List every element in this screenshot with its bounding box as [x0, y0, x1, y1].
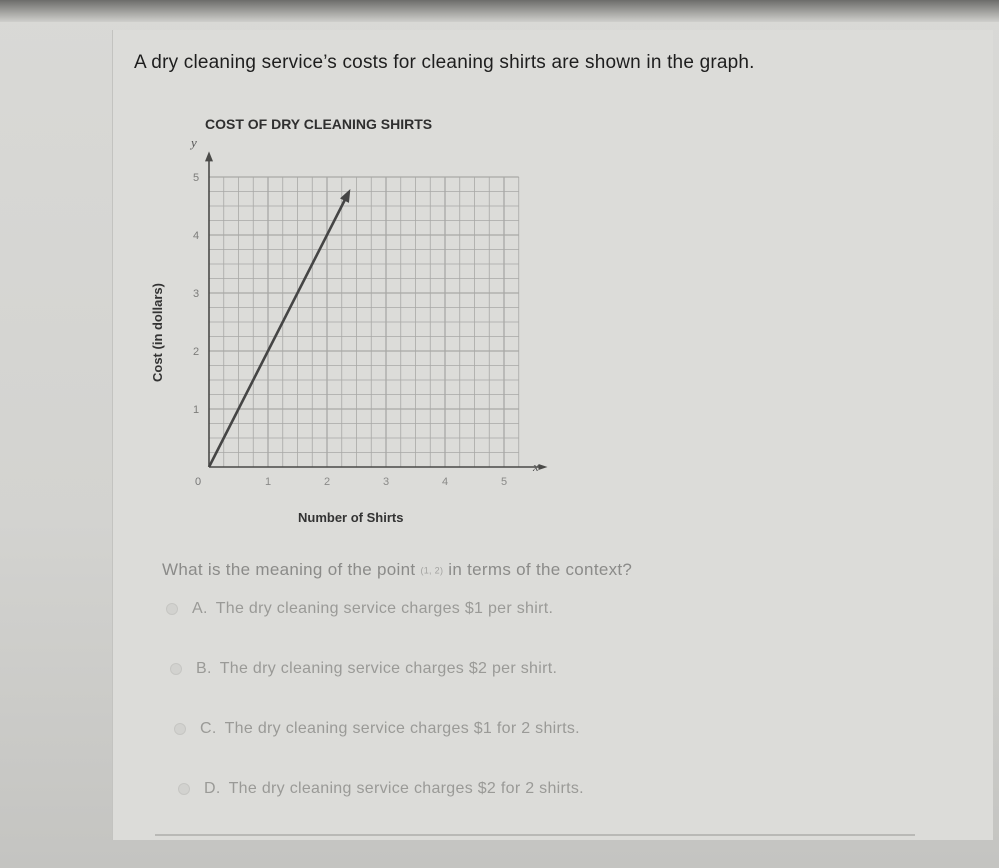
- y-tick-label: 4: [193, 230, 200, 242]
- x-tick-label: 3: [383, 476, 390, 488]
- x-axis-arrow: [539, 464, 548, 470]
- question-before: What is the meaning of the point: [162, 560, 421, 579]
- y-axis-arrow: [205, 151, 213, 161]
- origin-label: 0: [195, 476, 202, 488]
- question-point: (1, 2): [420, 565, 444, 576]
- option-d[interactable]: [178, 780, 584, 798]
- option-b-text: The dry cleaning service charges $2 per shirt.: [219, 660, 558, 677]
- chart-axes: [205, 151, 548, 470]
- option-b-letter: B.: [196, 660, 212, 677]
- question-text: [162, 560, 862, 580]
- x-axis-letter: x: [533, 459, 539, 474]
- x-tick-label: 1: [265, 476, 272, 488]
- radio-a[interactable]: [166, 603, 178, 615]
- option-b[interactable]: [170, 660, 557, 678]
- question-after: in terms of the context?: [443, 560, 633, 579]
- x-tick-label: 2: [324, 476, 331, 488]
- x-tick-label: 5: [501, 476, 508, 488]
- y-tick-label: 5: [193, 172, 200, 184]
- chart-series: [209, 189, 350, 467]
- option-d-text: The dry cleaning service charges $2 for 2 shirts.: [228, 780, 584, 797]
- question-prompt: A dry cleaning service’s costs for cleaning shirts are shown in the graph.: [134, 52, 755, 73]
- cost-chart: [145, 105, 565, 535]
- option-a-letter: A.: [192, 600, 208, 617]
- option-c[interactable]: [174, 720, 580, 738]
- bottom-divider: [155, 834, 915, 836]
- chart-title: COST OF DRY CLEANING SHIRTS: [205, 116, 433, 132]
- radio-d[interactable]: [178, 783, 190, 795]
- option-c-text: The dry cleaning service charges $1 for 2 shirts.: [224, 720, 580, 737]
- option-c-letter: C.: [200, 720, 217, 737]
- y-tick-label: 1: [193, 404, 200, 416]
- radio-b[interactable]: [170, 663, 182, 675]
- y-tick-label: 3: [193, 288, 200, 300]
- option-a[interactable]: [166, 600, 553, 618]
- y-tick-label: 2: [193, 346, 200, 358]
- browser-top-edge: [0, 0, 999, 22]
- x-tick-label: 4: [442, 476, 449, 488]
- radio-c[interactable]: [174, 723, 186, 735]
- y-axis-label: Cost (in dollars): [150, 283, 165, 382]
- y-axis-letter: y: [191, 135, 197, 150]
- x-axis-label: Number of Shirts: [298, 510, 404, 525]
- option-a-text: The dry cleaning service charges $1 per shirt.: [215, 600, 554, 617]
- chart-grid: [209, 177, 519, 467]
- option-d-letter: D.: [204, 780, 221, 797]
